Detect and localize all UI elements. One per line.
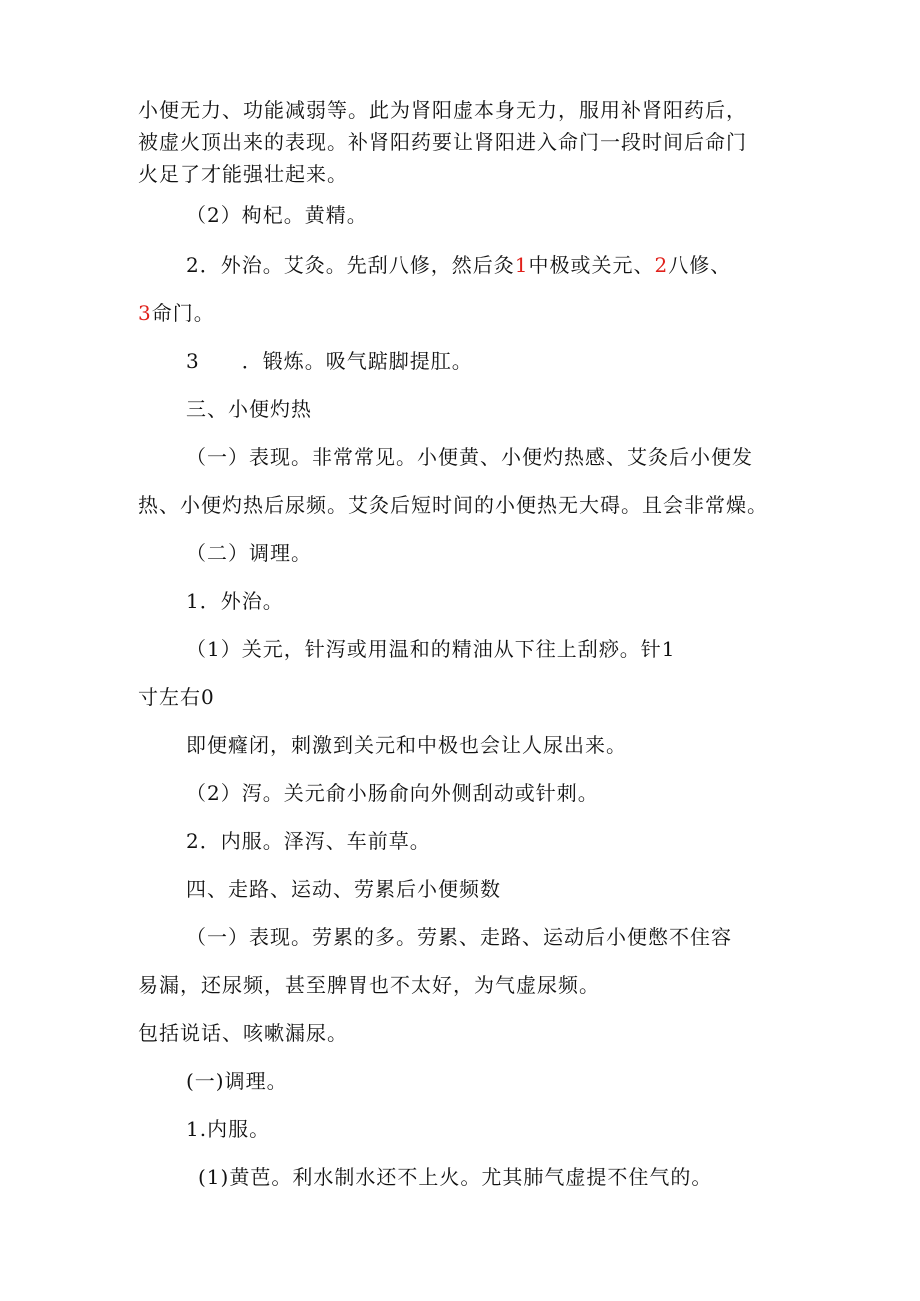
text-line: 火足了才能强壮起来。 <box>138 162 348 186</box>
text-segment: 八修、 <box>668 253 732 277</box>
text-segment: 命门。 <box>151 301 215 325</box>
text-line: 被虚火顶出来的表现。补肾阳药要让肾阳进入命门一段时间后命门 <box>138 130 747 154</box>
text-line: 即便癃闭，刺激到关元和中极也会让人尿出来。 <box>186 733 627 757</box>
text-line-with-numbers <box>186 252 731 278</box>
text-line: 热、小便灼热后尿频。艾灸后短时间的小便热无大碍。且会非常燥。 <box>138 493 768 517</box>
text-line: （1）关元，针泻或用温和的精油从下往上刮痧。针1 <box>186 637 676 661</box>
sub-heading: (一)调理。 <box>186 1069 288 1093</box>
red-number: 3 <box>138 301 152 325</box>
text-segment: 2．外治。艾灸。先刮八修，然后灸 <box>186 253 515 277</box>
text-line: （2）泻。关元俞小肠俞向外侧刮动或针刺。 <box>186 781 599 805</box>
text-line: 1．外治。 <box>186 589 284 613</box>
text-line: 寸左右0 <box>138 685 215 709</box>
text-line: 3 ．锻炼。吸气踮脚提肛。 <box>186 349 473 373</box>
text-line: 包括说话、咳嗽漏尿。 <box>138 1021 348 1045</box>
section-heading: 三、小便灼热 <box>186 397 312 421</box>
text-line: 易漏，还尿频，甚至脾胃也不太好，为气虚尿频。 <box>138 973 600 997</box>
text-line: 1.内服。 <box>186 1117 271 1141</box>
text-line: (1)黄芭。利水制水还不上火。尤其肺气虚提不住气的。 <box>198 1165 713 1189</box>
text-line: （一）表现。非常常见。小便黄、小便灼热感、艾灸后小便发 <box>186 445 753 469</box>
text-line: （2）枸杞。黄精。 <box>186 203 368 227</box>
section-heading: 四、走路、运动、劳累后小便频数 <box>186 877 501 901</box>
red-number: 1 <box>514 253 529 277</box>
text-line-with-numbers <box>138 300 215 326</box>
text-line: （一）表现。劳累的多。劳累、走路、运动后小便憋不住容 <box>186 925 732 949</box>
text-line: 小便无力、功能减弱等。此为肾阳虚本身无力，服用补肾阳药后， <box>138 98 747 122</box>
text-segment: 中极或关元、 <box>528 253 655 277</box>
sub-heading: （二）调理。 <box>186 541 312 565</box>
red-number: 2 <box>654 253 669 277</box>
text-line: 2．内服。泽泻、车前草。 <box>186 829 431 853</box>
